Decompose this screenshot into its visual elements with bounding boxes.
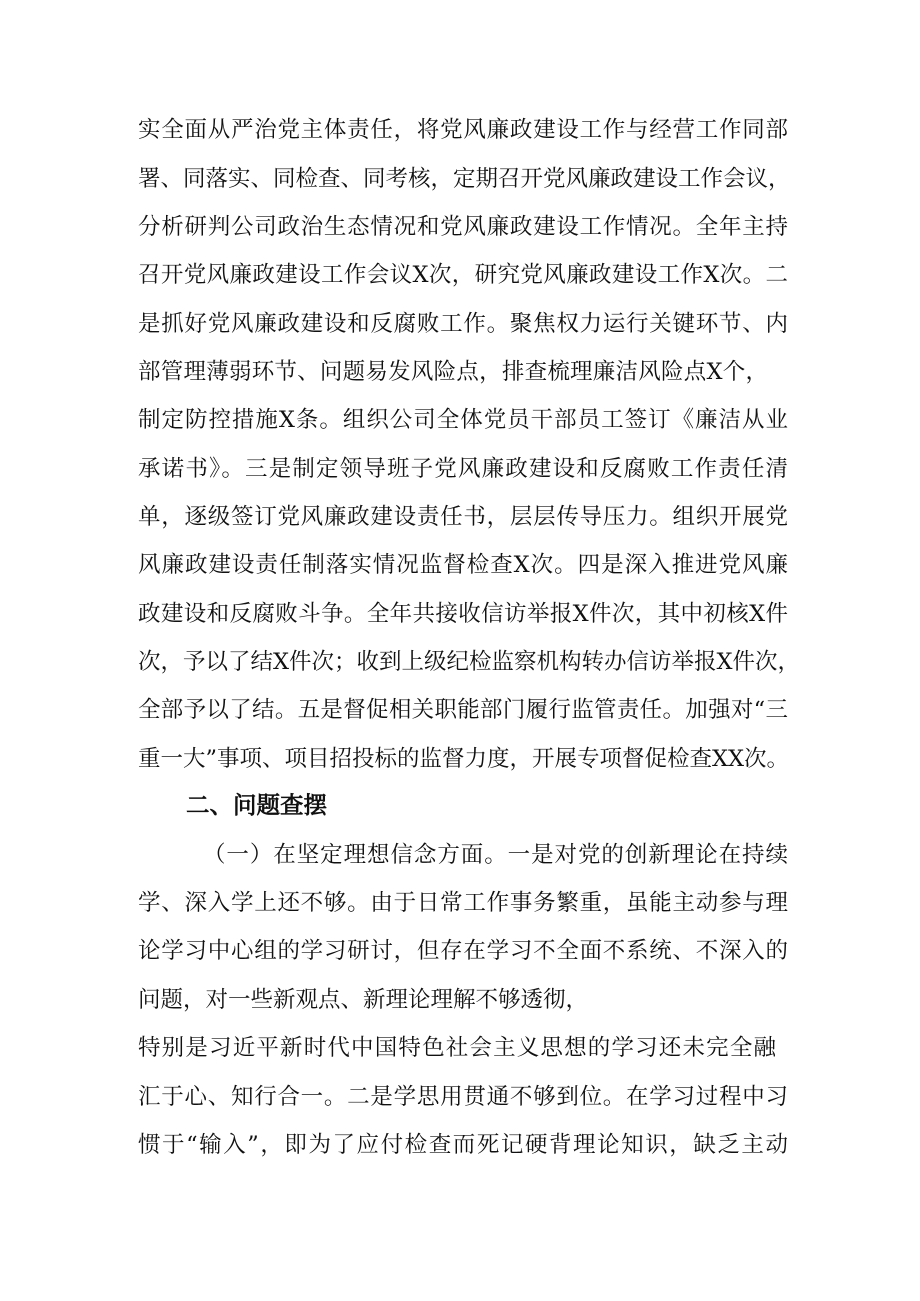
body-text-line: 特别是习近平新时代中国特色社会主义思想的学习还未完全融 — [138, 1035, 776, 1061]
body-text-line: 是抓好党风廉政建设和反腐败工作。聚焦权力运行关键环节、内 — [138, 311, 788, 337]
body-text-line: 制定防控措施X条。组织公司全体党员干部员工签订《廉洁从业 — [138, 407, 788, 433]
body-text-line: 部管理薄弱环节、问题易发风险点，排查梳理廉洁风险点X个， — [138, 359, 768, 385]
body-text-line: 召开党风廉政建设工作会议X次，研究党风廉政建设工作X次。二 — [138, 262, 788, 288]
body-text-line: 全部予以了结。五是督促相关职能部门履行监管责任。加强对“三 — [138, 697, 788, 723]
body-text-line: 单，逐级签订党风廉政建设责任书，层层传导压力。组织开展党 — [138, 504, 788, 530]
section-heading: 二、问题查摆 — [186, 791, 327, 819]
body-text-line: 署、同落实、同检查、同考核，定期召开党风廉政建设工作会议， — [138, 166, 791, 192]
body-text-line: （一）在坚定理想信念方面。一是对党的创新理论在持续 — [203, 842, 788, 868]
body-text-line: 汇于心、知行合一。二是学思用贯通不够到位。在学习过程中习 — [138, 1084, 788, 1110]
body-text-line: 论学习中心组的学习研讨，但存在学习不全面不系统、不深入的 — [138, 938, 788, 964]
body-text-line: 风廉政建设责任制落实情况监督检查X次。四是深入推进党风廉 — [138, 552, 788, 578]
body-text-line: 学、深入学上还不够。由于日常工作事务繁重，虽能主动参与理 — [138, 890, 788, 916]
body-text-line: 问题，对一些新观点、新理论理解不够透彻， — [138, 987, 589, 1013]
body-text-line: 承诺书》。三是制定领导班子党风廉政建设和反腐败工作责任清 — [138, 456, 788, 482]
body-text-line: 次，予以了结X件次；收到上级纪检监察机构转办信访举报X件次， — [138, 649, 801, 675]
body-text-line: 惯于“输入”，即为了应付检查而死记硬背理论知识，缺乏主动 — [138, 1132, 788, 1158]
body-text-line: 实全面从严治党主体责任，将党风廉政建设工作与经营工作同部 — [138, 117, 788, 143]
body-text-line: 政建设和反腐败斗争。全年共接收信访举报X件次，其中初核X件 — [138, 601, 788, 627]
body-text-line: 分析研判公司政治生态情况和党风廉政建设工作情况。全年主持 — [138, 214, 788, 240]
body-text-line: 重一大”事项、项目招投标的监督力度，开展专项督促检查XX次。 — [138, 746, 790, 772]
